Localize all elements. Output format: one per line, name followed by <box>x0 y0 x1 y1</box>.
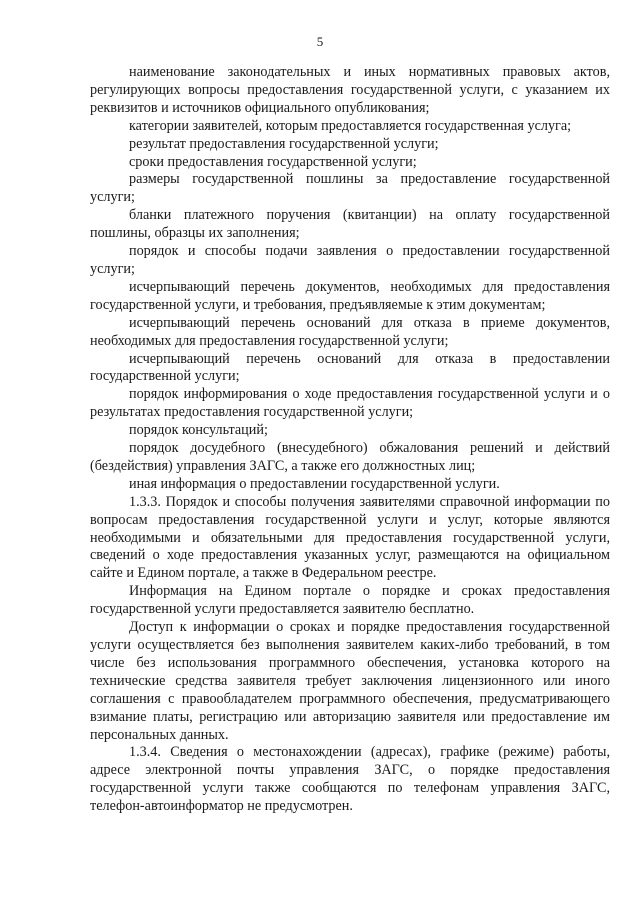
page-number: 5 <box>316 34 324 49</box>
paragraph: порядок консультаций; <box>129 422 268 439</box>
paragraph: Информация на Едином портале о порядке и сроках предоставления государственной услуги предоставляется заявителю бесплатно. <box>90 583 610 618</box>
paragraph: 1.3.4. Сведения о местонахождении (адресах), графике (режиме) работы, адресе электронной почты управления ЗАГС, о порядке предоставления государственной услуги также сообщаются по телефонам управления ЗАГС, телефон-автоинформатор не предусмотрен. <box>90 744 610 815</box>
paragraph: наименование законодательных и иных нормативных правовых актов, регулирующих вопросы предоставления государственной услуги, с указанием их реквизитов и источников официального опубликования; <box>90 64 610 116</box>
paragraph: результат предоставления государственной услуги; <box>129 135 439 152</box>
paragraph: размеры государственной пошлины за предоставление государственной услуги; <box>90 171 610 206</box>
paragraph: исчерпывающий перечень документов, необходимых для предоставления государственной услуги, и требования, предъявляемые к этим документам; <box>90 278 610 313</box>
document-body <box>90 64 610 816</box>
paragraph: исчерпывающий перечень оснований для отказа в предоставлении государственной услуги; <box>90 350 610 385</box>
paragraph: порядок досудебного (внесудебного) обжалования решений и действий (бездействия) управления ЗАГС, а также его должностных лиц; <box>90 440 610 474</box>
paragraph: 1.3.3. Порядок и способы получения заявителями справочной информации по вопросам предоставления государственной услуги и услуг, которые являются необходимыми и обязательными для предоставления государственной услуги, сведений о ходе предоставления указанных услуг, размещаются на официальном сайте и Едином портале, а также в Федеральном реестре. <box>90 493 610 582</box>
paragraph: порядок и способы подачи заявления о предоставлении государственной услуги; <box>90 243 610 277</box>
paragraph: бланки платежного поручения (квитанции) на оплату государственной пошлины, образцы их заполнения; <box>90 207 610 242</box>
paragraph: категории заявителей, которым предоставляется государственная услуга; <box>129 117 572 134</box>
paragraph: иная информация о предоставлении государственной услуги. <box>129 475 500 492</box>
paragraph: Доступ к информации о сроках и порядке предоставления государственной услуги осуществляется без выполнения заявителем каких-либо требований, в том числе без использования программного обеспечения, установка которого на технические средства заявителя требует заключения лицензионного или иного соглашения с правообладателем программного обеспечения, предусматривающего взимание платы, регистрацию или авторизацию заявителя или предоставление им персональных данных. <box>90 619 610 743</box>
paragraph: исчерпывающий перечень оснований для отказа в приеме документов, необходимых для предоставления государственной услуги; <box>90 314 610 349</box>
paragraph: сроки предоставления государственной услуги; <box>129 153 417 170</box>
paragraph: порядок информирования о ходе предоставления государственной услуги и о результатах предоставления государственной услуги; <box>90 386 610 421</box>
